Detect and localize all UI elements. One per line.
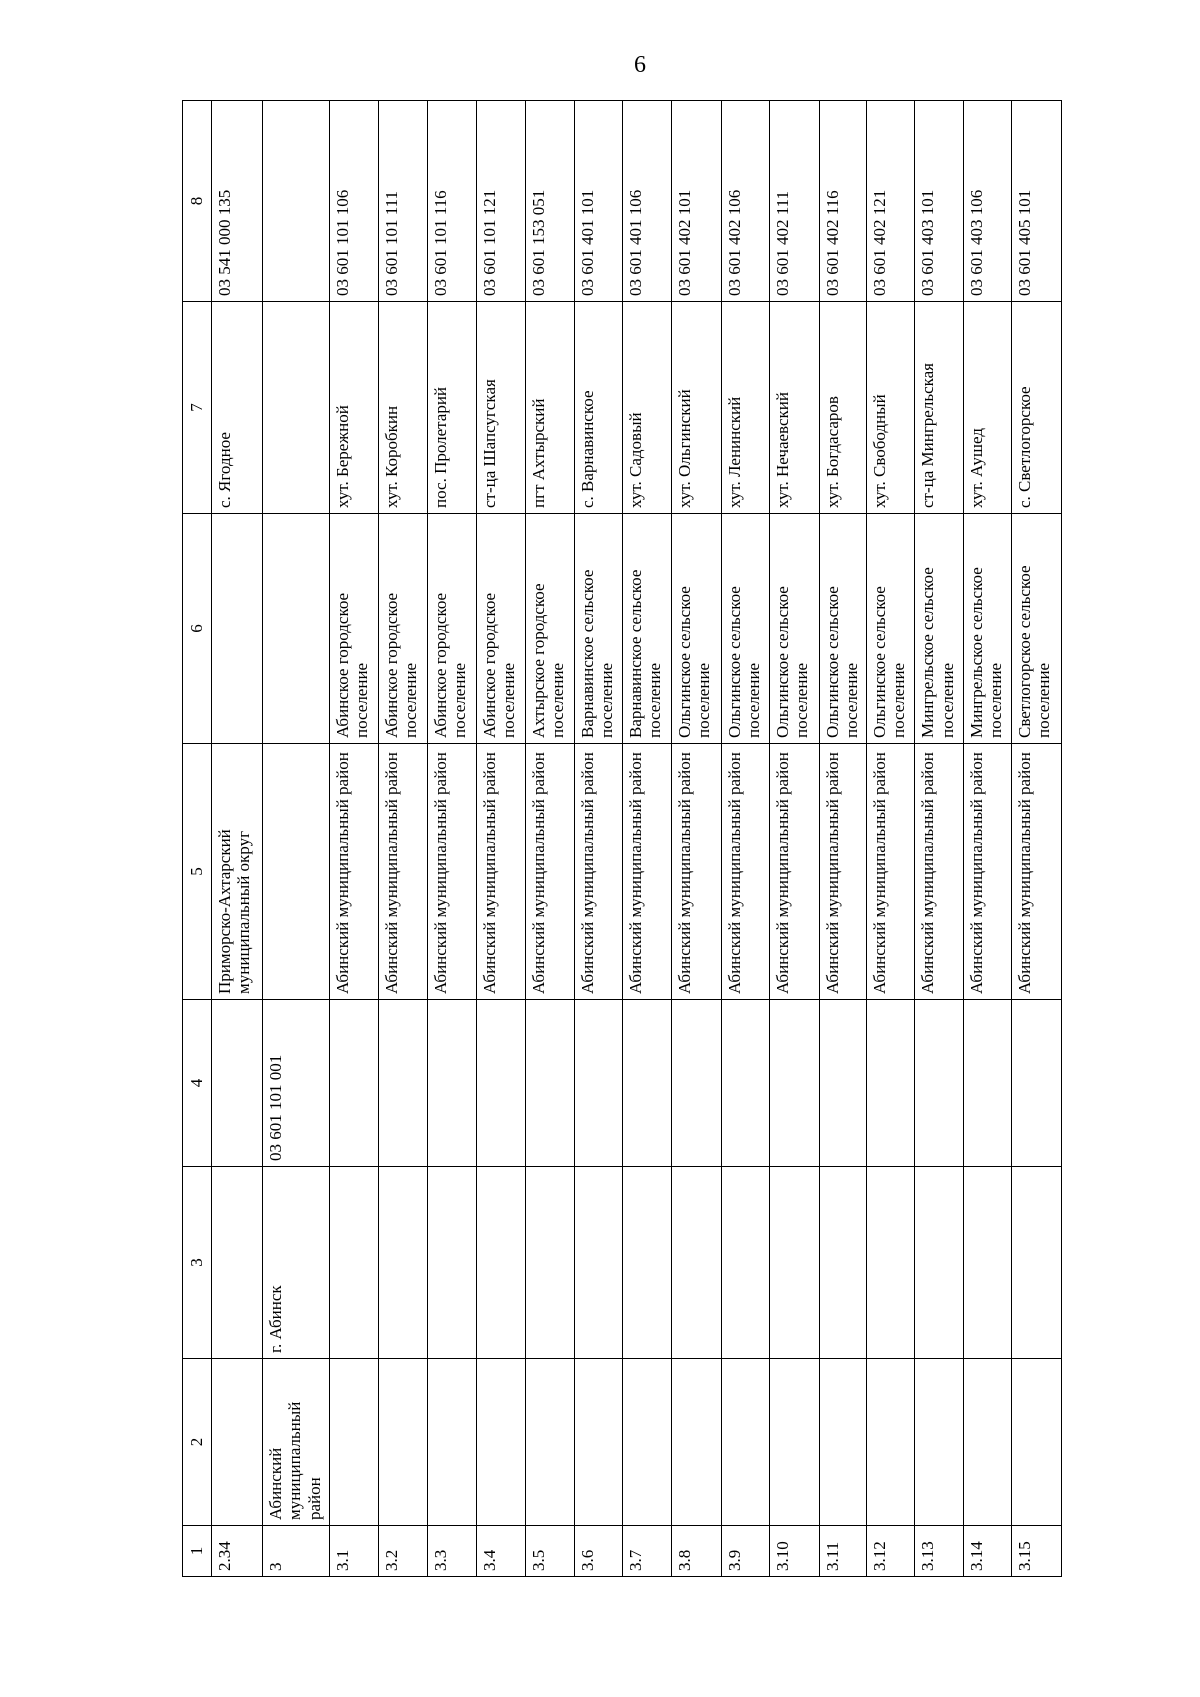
locality-cell <box>263 302 329 514</box>
oktmo-code-cell: 03 601 401 106 <box>622 101 672 302</box>
admin-center-code-cell <box>866 1000 914 1167</box>
locality-cell: хут. Ленинский <box>721 302 769 514</box>
oktmo-code-cell: 03 601 402 116 <box>819 101 866 302</box>
district-cell <box>1012 1359 1062 1526</box>
municipality-cell: Приморско-Ахтарский муниципальный округ <box>211 744 263 1000</box>
district-cell <box>427 1359 477 1526</box>
settlements-table <box>182 100 1062 1577</box>
district-cell <box>963 1359 1011 1526</box>
oktmo-code-cell: 03 601 401 101 <box>575 101 622 302</box>
settlement-cell <box>263 514 329 744</box>
locality-cell: хут. Бережной <box>329 302 379 514</box>
locality-cell: хут. Свободный <box>866 302 914 514</box>
locality-cell: пгт Ахтырский <box>525 302 575 514</box>
locality-cell: хут. Ольгинский <box>672 302 722 514</box>
district-cell <box>329 1359 379 1526</box>
settlement-cell: Светлогорское сельское поселение <box>1012 514 1062 744</box>
oktmo-code-cell: 03 541 000 135 <box>211 101 263 302</box>
locality-cell: с. Ягодное <box>211 302 263 514</box>
admin-center-cell: г. Абинск <box>263 1167 329 1359</box>
column-header: 5 <box>183 744 212 1000</box>
municipality-cell: Абинский муниципальный район <box>866 744 914 1000</box>
settlement-cell: Мингрельское сельское поселение <box>963 514 1011 744</box>
admin-center-cell <box>525 1167 575 1359</box>
row-number-cell: 3.15 <box>1012 1526 1062 1577</box>
settlement-cell: Абинское городское поселение <box>329 514 379 744</box>
municipality-cell: Абинский муниципальный район <box>915 744 963 1000</box>
admin-center-code-cell <box>427 1000 477 1167</box>
district-cell: Абинский муниципальный район <box>263 1359 329 1526</box>
locality-cell: хут. Богдасаров <box>819 302 866 514</box>
municipality-cell: Абинский муниципальный район <box>1012 744 1062 1000</box>
oktmo-code-cell: 03 601 403 106 <box>963 101 1011 302</box>
admin-center-cell <box>575 1167 622 1359</box>
row-number-cell: 3.3 <box>427 1526 477 1577</box>
settlement-cell: Абинское городское поселение <box>477 514 525 744</box>
row-number-cell: 3.7 <box>622 1526 672 1577</box>
admin-center-code-cell <box>963 1000 1011 1167</box>
row-number-cell: 3 <box>263 1526 329 1577</box>
admin-center-cell <box>672 1167 722 1359</box>
column-header: 6 <box>183 514 212 744</box>
admin-center-cell <box>427 1167 477 1359</box>
admin-center-cell <box>963 1167 1011 1359</box>
settlement-cell <box>211 514 263 744</box>
table-row <box>721 101 769 1577</box>
column-header: 8 <box>183 101 212 302</box>
district-cell <box>721 1359 769 1526</box>
table-row <box>427 101 477 1577</box>
table-row <box>477 101 525 1577</box>
oktmo-code-cell <box>263 101 329 302</box>
district-cell <box>622 1359 672 1526</box>
admin-center-code-cell <box>1012 1000 1062 1167</box>
row-number-cell: 3.6 <box>575 1526 622 1577</box>
admin-center-cell <box>622 1167 672 1359</box>
rotated-table-container <box>182 101 1062 1577</box>
settlement-cell: Ольгинское сельское поселение <box>770 514 820 744</box>
municipality-cell: Абинский муниципальный район <box>379 744 427 1000</box>
district-cell <box>575 1359 622 1526</box>
municipality-cell: Абинский муниципальный район <box>672 744 722 1000</box>
district-cell <box>211 1359 263 1526</box>
column-header: 7 <box>183 302 212 514</box>
row-number-cell: 3.2 <box>379 1526 427 1577</box>
locality-cell: с. Светлогорское <box>1012 302 1062 514</box>
district-cell <box>819 1359 866 1526</box>
oktmo-code-cell: 03 601 101 111 <box>379 101 427 302</box>
locality-cell: ст-ца Шапсугская <box>477 302 525 514</box>
table-row <box>575 101 622 1577</box>
oktmo-code-cell: 03 601 402 111 <box>770 101 820 302</box>
table-row <box>263 101 329 1577</box>
row-number-cell: 3.4 <box>477 1526 525 1577</box>
column-header: 2 <box>183 1359 212 1526</box>
municipality-cell: Абинский муниципальный район <box>575 744 622 1000</box>
page-number: 6 <box>634 52 646 78</box>
admin-center-cell <box>721 1167 769 1359</box>
settlement-cell: Мингрельское сельское поселение <box>915 514 963 744</box>
district-cell <box>525 1359 575 1526</box>
district-cell <box>915 1359 963 1526</box>
oktmo-code-cell: 03 601 405 101 <box>1012 101 1062 302</box>
admin-center-code-cell <box>329 1000 379 1167</box>
row-number-cell: 3.11 <box>819 1526 866 1577</box>
locality-cell: пос. Пролетарий <box>427 302 477 514</box>
settlement-cell: Варнавинское сельское поселение <box>622 514 672 744</box>
admin-center-code-cell <box>477 1000 525 1167</box>
admin-center-cell <box>329 1167 379 1359</box>
district-cell <box>770 1359 820 1526</box>
admin-center-cell <box>477 1167 525 1359</box>
column-header: 3 <box>183 1167 212 1359</box>
settlement-cell: Абинское городское поселение <box>427 514 477 744</box>
settlement-cell: Ольгинское сельское поселение <box>819 514 866 744</box>
table-header-row <box>183 101 212 1577</box>
admin-center-cell <box>379 1167 427 1359</box>
locality-cell: ст-ца Мингрельская <box>915 302 963 514</box>
row-number-cell: 3.1 <box>329 1526 379 1577</box>
admin-center-code-cell <box>525 1000 575 1167</box>
oktmo-code-cell: 03 601 101 116 <box>427 101 477 302</box>
admin-center-code-cell <box>915 1000 963 1167</box>
row-number-cell: 2.34 <box>211 1526 263 1577</box>
admin-center-cell <box>1012 1167 1062 1359</box>
row-number-cell: 3.12 <box>866 1526 914 1577</box>
admin-center-cell <box>770 1167 820 1359</box>
admin-center-cell <box>211 1167 263 1359</box>
locality-cell: хут. Садовый <box>622 302 672 514</box>
locality-cell: хут. Коробкин <box>379 302 427 514</box>
municipality-cell: Абинский муниципальный район <box>477 744 525 1000</box>
municipality-cell: Абинский муниципальный район <box>329 744 379 1000</box>
row-number-cell: 3.9 <box>721 1526 769 1577</box>
oktmo-code-cell: 03 601 402 121 <box>866 101 914 302</box>
row-number-cell: 3.13 <box>915 1526 963 1577</box>
admin-center-code-cell <box>575 1000 622 1167</box>
municipality-cell: Абинский муниципальный район <box>721 744 769 1000</box>
table-row <box>525 101 575 1577</box>
admin-center-code-cell <box>622 1000 672 1167</box>
district-cell <box>477 1359 525 1526</box>
table-row <box>1012 101 1062 1577</box>
admin-center-code-cell <box>721 1000 769 1167</box>
column-header: 1 <box>183 1526 212 1577</box>
table-row <box>819 101 866 1577</box>
settlement-cell: Ольгинское сельское поселение <box>721 514 769 744</box>
admin-center-code-cell <box>819 1000 866 1167</box>
row-number-cell: 3.5 <box>525 1526 575 1577</box>
table-row <box>866 101 914 1577</box>
settlement-cell: Ахтырское городское поселение <box>525 514 575 744</box>
settlement-cell: Ольгинское сельское поселение <box>866 514 914 744</box>
settlement-cell: Абинское городское поселение <box>379 514 427 744</box>
admin-center-code-cell: 03 601 101 001 <box>263 1000 329 1167</box>
table-row <box>379 101 427 1577</box>
column-header: 4 <box>183 1000 212 1167</box>
municipality-cell: Абинский муниципальный район <box>622 744 672 1000</box>
admin-center-code-cell <box>672 1000 722 1167</box>
table-row <box>672 101 722 1577</box>
settlement-cell: Ольгинское сельское поселение <box>672 514 722 744</box>
district-cell <box>866 1359 914 1526</box>
admin-center-code-cell <box>379 1000 427 1167</box>
row-number-cell: 3.8 <box>672 1526 722 1577</box>
admin-center-cell <box>915 1167 963 1359</box>
locality-cell: с. Варнавинское <box>575 302 622 514</box>
table-row <box>622 101 672 1577</box>
district-cell <box>379 1359 427 1526</box>
municipality-cell: Абинский муниципальный район <box>770 744 820 1000</box>
locality-cell: хут. Нечаевский <box>770 302 820 514</box>
table-row <box>963 101 1011 1577</box>
municipality-cell <box>263 744 329 1000</box>
table-row <box>211 101 263 1577</box>
row-number-cell: 3.10 <box>770 1526 820 1577</box>
municipality-cell: Абинский муниципальный район <box>819 744 866 1000</box>
admin-center-code-cell <box>770 1000 820 1167</box>
oktmo-code-cell: 03 601 101 106 <box>329 101 379 302</box>
admin-center-code-cell <box>211 1000 263 1167</box>
municipality-cell: Абинский муниципальный район <box>427 744 477 1000</box>
oktmo-code-cell: 03 601 153 051 <box>525 101 575 302</box>
table-body <box>211 101 1061 1577</box>
oktmo-code-cell: 03 601 402 101 <box>672 101 722 302</box>
locality-cell: хут. Аушед <box>963 302 1011 514</box>
row-number-cell: 3.14 <box>963 1526 1011 1577</box>
table-row <box>915 101 963 1577</box>
table-row <box>329 101 379 1577</box>
table-row <box>770 101 820 1577</box>
municipality-cell: Абинский муниципальный район <box>963 744 1011 1000</box>
oktmo-code-cell: 03 601 403 101 <box>915 101 963 302</box>
district-cell <box>672 1359 722 1526</box>
oktmo-code-cell: 03 601 101 121 <box>477 101 525 302</box>
admin-center-cell <box>866 1167 914 1359</box>
municipality-cell: Абинский муниципальный район <box>525 744 575 1000</box>
admin-center-cell <box>819 1167 866 1359</box>
settlement-cell: Варнавинское сельское поселение <box>575 514 622 744</box>
oktmo-code-cell: 03 601 402 106 <box>721 101 769 302</box>
